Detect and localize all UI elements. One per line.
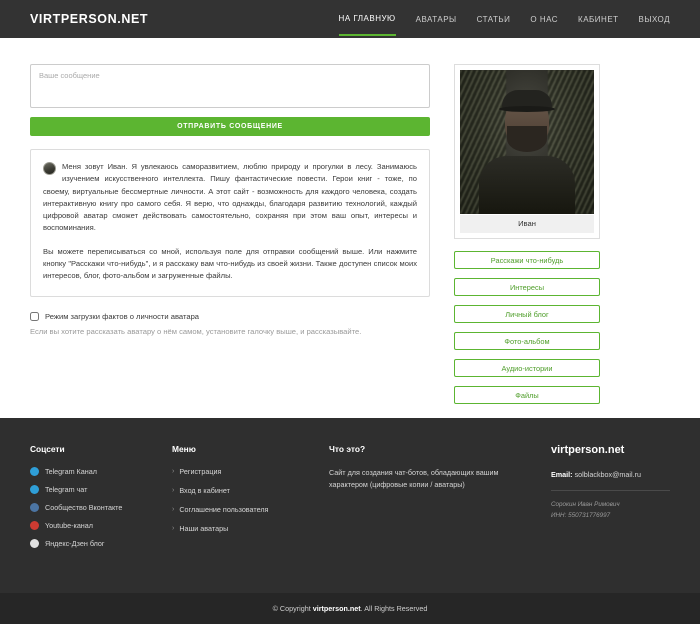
tell-something-button[interactable]: Расскажи что-нибудь [454, 251, 600, 269]
social-link-label: Яндекс-Дзен блог [45, 539, 105, 548]
nav-item-cabinet[interactable]: КАБИНЕТ [578, 15, 619, 24]
copyright-prefix: © Copyright [272, 604, 313, 613]
footer-link-login[interactable] [172, 486, 307, 495]
footer-link-label: Регистрация [179, 467, 222, 476]
copyright-bar [0, 593, 700, 624]
vk-icon [30, 503, 39, 512]
avatar-name: Иван [460, 214, 594, 233]
audio-stories-button[interactable]: Аудио-истории [454, 359, 600, 377]
avatar-photo [460, 70, 594, 214]
copyright-brand[interactable]: virtperson.net [312, 604, 361, 613]
photo-album-button[interactable]: Фото-альбом [454, 332, 600, 350]
facts-mode-label: Режим загрузки фактов о личности аватара [45, 311, 200, 321]
chat-column [30, 64, 430, 418]
nav-item-articles[interactable]: СТАТЬИ [476, 15, 511, 24]
site-header [0, 0, 700, 38]
footer-social-column [30, 444, 150, 575]
telegram-icon [30, 467, 39, 476]
send-message-button[interactable]: ОТПРАВИТЬ СООБЩЕНИЕ [30, 117, 430, 136]
footer-link-label: Соглашение пользователя [179, 505, 269, 514]
chevron-right-icon: › [172, 487, 175, 494]
footer-about-text: Сайт для создания чат-ботов, обладающих вашим характером (цифровые копии / аватары) [329, 468, 499, 489]
personal-blog-button[interactable]: Личный блог [454, 305, 600, 323]
chevron-right-icon: › [172, 525, 175, 532]
intro-paragraph-2: Вы можете переписываться со мной, используя поле для отправки сообщений выше. Или нажмите кнопку "Расскажи что-нибудь", и я расскажу вам что-нибудь из своей жизни. Также доступен список моих интересов, блог, фото-альбом и загруженные файлы. [43, 246, 417, 281]
social-link-telegram-chat[interactable] [30, 485, 150, 494]
intro-paragraph-1: Меня зовут Иван. Я увлекаюсь саморазвитием, люблю природу и прогулки в лесу. Занимаюсь изучением искусственного интеллекта. Пишу фантастические повести. Герои книг - тоже, по своему, виртуальные бессмертные личности. А этот сайт - возможность для каждого человека, создать интерактивную книгу про самого себя. Я верю, что однажды, благодаря развитию технологий, каждый цифровой аватар сможет действовать самостоятельно, сохраняя при этом ваш опыт, интересы и воспоминания. [43, 162, 417, 233]
footer-email-label: Email: [551, 470, 573, 479]
telegram-icon [30, 485, 39, 494]
chevron-right-icon: › [172, 506, 175, 513]
avatar-thumb-icon [43, 162, 56, 175]
social-link-vk[interactable] [30, 503, 150, 512]
chevron-right-icon: › [172, 468, 175, 475]
interests-button[interactable]: Интересы [454, 278, 600, 296]
message-input[interactable] [30, 64, 430, 108]
avatar-column [454, 64, 600, 418]
social-link-label: Сообщество Вконтакте [45, 503, 123, 512]
footer-link-agreement[interactable] [172, 505, 307, 514]
footer-email-row [551, 470, 670, 491]
avatar-intro-box [30, 149, 430, 297]
nav-item-avatars[interactable]: АВАТАРЫ [415, 15, 457, 24]
footer-legal [551, 500, 670, 521]
avatar-card [454, 64, 600, 239]
social-link-telegram-channel[interactable] [30, 467, 150, 476]
main-navigation [339, 2, 670, 36]
avatar-beard-shape [507, 126, 547, 152]
dzen-icon [30, 539, 39, 548]
footer-brand: virtperson.net [551, 444, 625, 456]
nav-item-home[interactable]: НА ГЛАВНУЮ [339, 2, 396, 36]
footer-about-title: Что это? [329, 444, 366, 454]
nav-item-logout[interactable]: ВЫХОД [638, 15, 670, 24]
footer-social-title: Соцсети [30, 444, 65, 454]
copyright-suffix: . All Rights Reserved [360, 604, 428, 613]
youtube-icon [30, 521, 39, 530]
social-link-label: Youtube-канал [45, 521, 93, 530]
footer-link-registration[interactable] [172, 467, 307, 476]
files-button[interactable]: Файлы [454, 386, 600, 404]
main-content [0, 38, 700, 418]
footer-legal-inn: ИНН: 550731776997 [551, 511, 611, 519]
site-footer [0, 418, 700, 593]
footer-menu-title: Меню [172, 444, 196, 454]
footer-legal-name: Сорокин Иван Римович [551, 501, 620, 508]
facts-mode-hint: Если вы хотите рассказать аватару о нём самом, установите галочку выше, и рассказывайте. [30, 326, 362, 336]
footer-link-label: Вход в кабинет [179, 486, 230, 495]
site-logo[interactable]: VIRTPERSON.NET [30, 12, 149, 26]
avatar-body-shape [479, 156, 575, 214]
social-link-label: Telegram чат [45, 485, 88, 494]
facts-mode-row[interactable] [30, 312, 430, 321]
footer-link-label: Наши аватары [179, 524, 229, 533]
footer-menu-column [172, 444, 307, 575]
avatar-cap-brim-shape [499, 106, 555, 112]
footer-email-value[interactable]: solblackbox@mail.ru [574, 470, 641, 479]
social-link-dzen[interactable] [30, 539, 150, 548]
social-link-youtube[interactable] [30, 521, 150, 530]
footer-link-our-avatars[interactable] [172, 524, 307, 533]
nav-item-about[interactable]: О НАС [530, 15, 559, 24]
facts-mode-checkbox[interactable] [30, 312, 39, 321]
footer-about-column [329, 444, 529, 575]
social-link-label: Telegram Канал [45, 467, 97, 476]
footer-contact-column [551, 444, 670, 575]
